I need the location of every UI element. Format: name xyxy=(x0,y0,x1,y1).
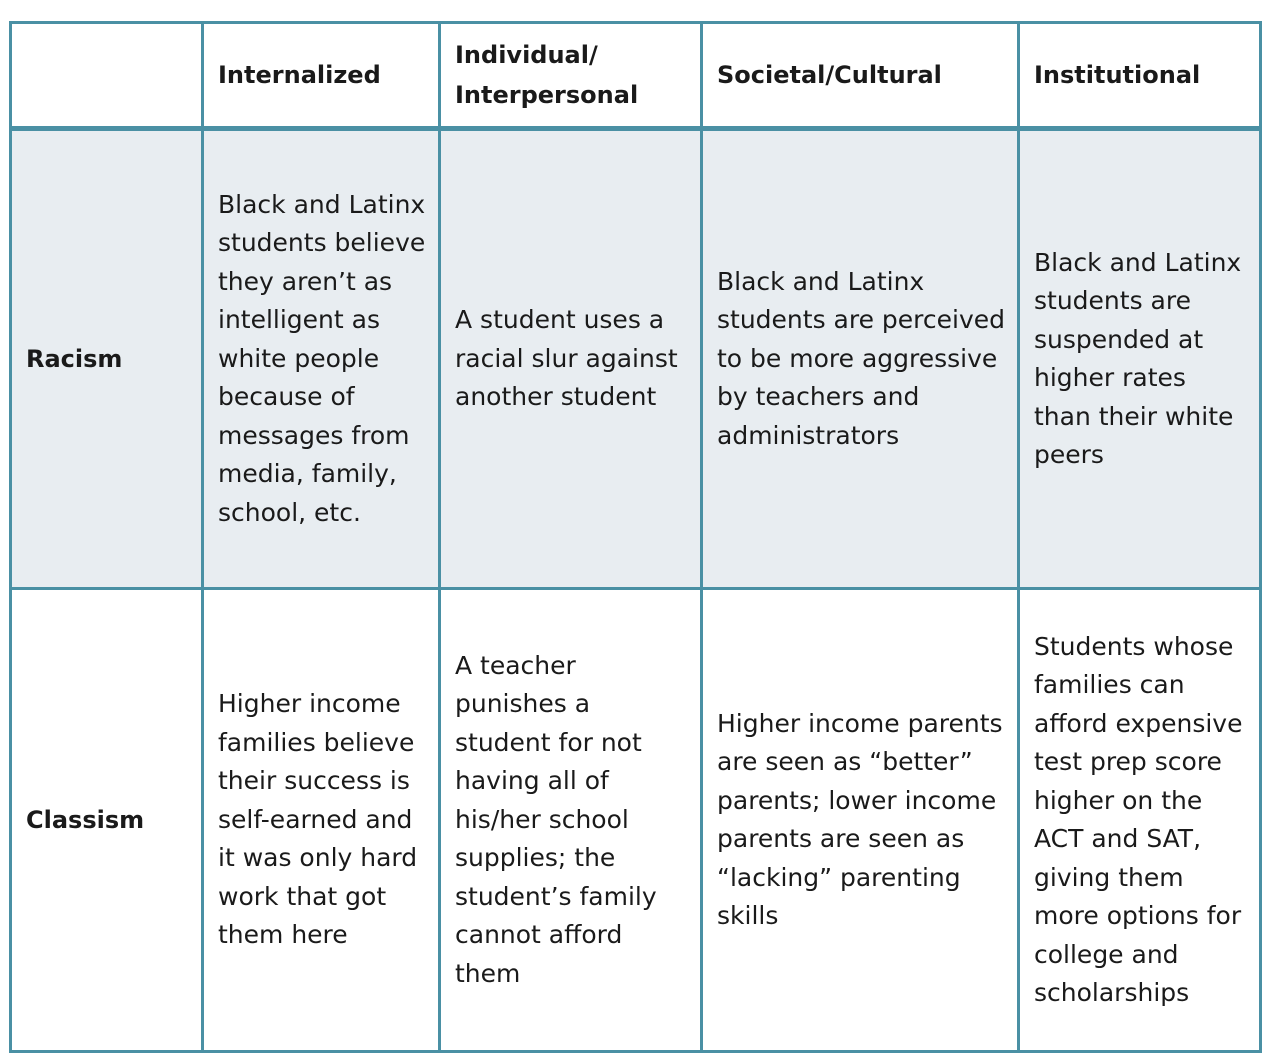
table-row-classism xyxy=(11,589,1261,1052)
cell-classism-interpersonal: A teacher punishes a student for not having all of his/her school supplies; the student’s family cannot afford them xyxy=(440,589,702,1052)
cell-racism-interpersonal: A student uses a racial slur against another student xyxy=(440,129,702,589)
cell-classism-internalized: Higher income families believe their success is self-earned and it was only hard work that got them here xyxy=(203,589,440,1052)
header-row xyxy=(11,23,1261,129)
oppression-levels-table xyxy=(9,21,1262,1053)
header-internalized: Internalized xyxy=(203,23,440,129)
cell-racism-internalized: Black and Latinx students believe they aren’t as intelligent as white people because of messages from media, family, school, etc. xyxy=(203,129,440,589)
header-institutional: Institutional xyxy=(1019,23,1261,129)
header-individual-interpersonal: Individual/ Interpersonal xyxy=(440,23,702,129)
table-row-racism xyxy=(11,129,1261,589)
cell-classism-institutional: Students whose families can afford expensive test prep score higher on the ACT and SAT, giving them more options for college and scholarships xyxy=(1019,589,1261,1052)
cell-classism-societal: Higher income parents are seen as “better” parents; lower income parents are seen as “lacking” parenting skills xyxy=(702,589,1019,1052)
cell-racism-institutional: Black and Latinx students are suspended at higher rates than their white peers xyxy=(1019,129,1261,589)
cell-racism-societal: Black and Latinx students are perceived to be more aggressive by teachers and administrators xyxy=(702,129,1019,589)
row-label-classism: Classism xyxy=(11,589,203,1052)
header-corner-cell xyxy=(11,23,203,129)
row-label-racism: Racism xyxy=(11,129,203,589)
header-societal-cultural: Societal/Cultural xyxy=(702,23,1019,129)
